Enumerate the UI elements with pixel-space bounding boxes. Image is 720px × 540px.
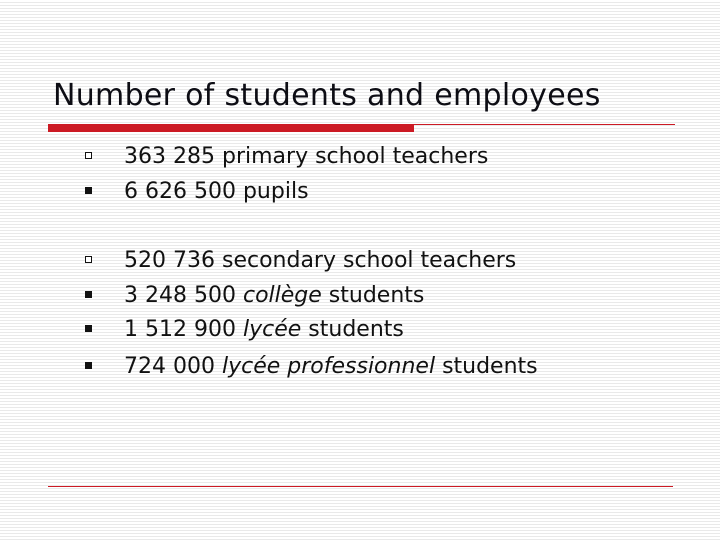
bullet-number: 363 285 — [124, 144, 215, 169]
bullet-text: primary school teachers — [221, 144, 489, 169]
bullet-item — [0, 178, 700, 206]
filled-square-bullet-icon — [85, 362, 92, 369]
bullet-item — [0, 282, 700, 310]
filled-square-bullet-icon — [85, 325, 92, 332]
hollow-square-bullet-icon — [85, 152, 92, 159]
bullet-italic-term: lycée — [242, 317, 302, 342]
bullet-text: students — [442, 354, 538, 379]
footer-divider — [48, 486, 673, 487]
bullet-italic-term: lycée professionnel — [221, 354, 436, 379]
bullet-number: 1 512 900 — [124, 317, 236, 342]
bullet-item — [0, 143, 700, 171]
slide-title: Number of students and employees — [53, 78, 601, 113]
hollow-square-bullet-icon — [85, 256, 92, 263]
bullet-text: students — [308, 317, 404, 342]
filled-square-bullet-icon — [85, 187, 92, 194]
bullet-italic-term: collège — [242, 283, 322, 308]
bullet-item — [0, 316, 700, 344]
bullet-item — [0, 353, 700, 381]
bullet-number: 520 736 — [124, 248, 215, 273]
title-underline-thick — [48, 124, 414, 132]
bullet-number: 6 626 500 — [124, 179, 236, 204]
bullet-item — [0, 247, 700, 275]
bullet-number: 724 000 — [124, 354, 215, 379]
title-underline-thin — [414, 124, 675, 125]
bullet-text: secondary school teachers — [221, 248, 517, 273]
bullet-number: 3 248 500 — [124, 283, 236, 308]
filled-square-bullet-icon — [85, 291, 92, 298]
bullet-text: pupils — [242, 179, 309, 204]
bullet-text: students — [328, 283, 425, 308]
